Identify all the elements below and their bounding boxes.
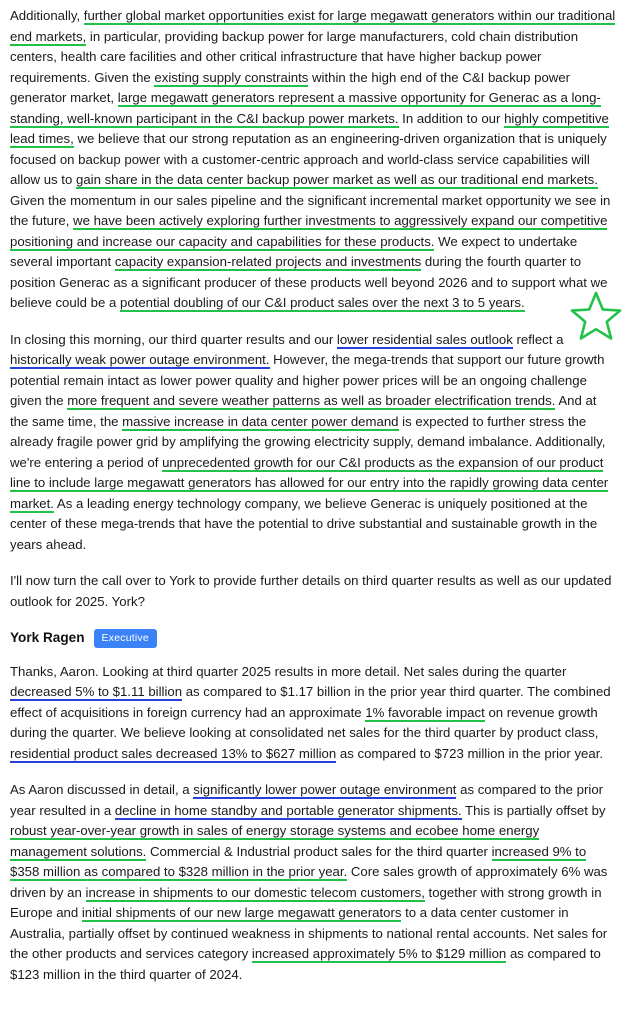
text-run: I'll now turn the call over to York to provide further details on third quarter results as well as our updated outlook for 2025. York? xyxy=(10,573,612,609)
text-run: is expected to further stress the already fragile power grid by amplifying the growing electricity supply, demand imbalance. Additionally, we're entering a period of xyxy=(10,413,606,470)
highlight-green[interactable]: highly competitive lead times, xyxy=(10,110,609,146)
highlight-green[interactable]: more frequent and severe weather patterns as well as broader electrification trends. xyxy=(67,393,556,408)
highlight-green[interactable]: large megawatt generators represent a massive opportunity for Generac as a long-standing, well-known participant in the C&I backup power markets. xyxy=(10,90,601,126)
highlight-blue[interactable]: decline in home standby and portable generator shipments. xyxy=(114,802,462,818)
text-run: Thanks, Aaron. Looking at third quarter 2025 results in more detail. Net sales during the quarter xyxy=(10,663,567,679)
highlight-green[interactable]: unprecedented growth for our C&I products as the expansion of our product line to include large megawatt generators has allowed for our entry into the rapidly growing data center market. xyxy=(10,454,609,511)
highlight-green[interactable]: increased 9% to $358 million as compared to $328 million in the prior year. xyxy=(10,843,587,879)
highlight-green[interactable]: potential doubling of our C&I product sales over the next 3 to 5 years. xyxy=(119,295,525,310)
text-run: Commercial & Industrial product sales for the third quarter xyxy=(146,843,492,859)
highlight-green[interactable]: 1% favorable impact xyxy=(365,704,485,720)
text-run: on revenue growth during the quarter. We believe looking at consolidated net sales for the third quarter by product class, xyxy=(10,704,599,740)
speaker-name: York Ragen xyxy=(10,630,85,645)
text-run: together with strong growth in Europe and xyxy=(10,884,602,920)
text-run: Additionally, xyxy=(10,8,84,23)
highlight-green[interactable]: increased approximately 5% to $129 million xyxy=(251,946,507,961)
highlight-blue[interactable]: residential product sales decreased 13% to $627 million xyxy=(10,745,337,761)
text-run: And at the same time, the xyxy=(10,393,597,429)
text-run: Given the momentum in our sales pipeline and the significant incremental market opportunity we see in the future, xyxy=(10,192,611,228)
highlight-blue[interactable]: decreased 5% to $1.11 billion xyxy=(10,684,183,699)
highlight-green[interactable]: we have been actively exploring further investments to aggressively expand our competitive positioning and increase our capacity and capabilities for these products. xyxy=(10,213,608,249)
paragraph-5 xyxy=(10,780,618,985)
highlight-blue[interactable]: lower residential sales outlook xyxy=(336,331,513,347)
status-badge: Executive xyxy=(94,629,157,649)
speaker-header xyxy=(10,628,618,649)
text-run: In closing this morning, our third quarter results and our xyxy=(10,331,337,347)
text-run: in particular, providing backup power for large manufacturers, cold chain distribution centers, health care facilities and other critical infrastructure that have higher backup power requirements. Given the xyxy=(10,28,579,85)
text-run: to a data center customer in Australia, partially offset by continued weakness in shipments to national rental accounts. Net sales for the other products and services category xyxy=(10,905,608,961)
highlight-blue[interactable]: historically weak power outage environment. xyxy=(10,352,270,367)
highlight-blue[interactable]: significantly lower power outage environment xyxy=(193,782,457,797)
text-run: As Aaron discussed in detail, a xyxy=(10,782,194,797)
text-run: reflect a xyxy=(512,331,564,347)
highlight-green[interactable]: further global market opportunities exist for large megawatt generators within our traditional end markets, xyxy=(10,8,616,44)
paragraph-3 xyxy=(10,571,618,612)
paragraph-4 xyxy=(10,662,618,765)
text-run: This is partially offset by xyxy=(461,802,606,818)
text-run: within the high end of the C&I backup power generator market, xyxy=(10,69,571,105)
text-run: However, the mega-trends that support our future growth potential remain intact as lower power quality and higher power prices will be an ongoing challenge given the xyxy=(10,352,605,408)
highlight-green[interactable]: initial shipments of our new large megawatt generators xyxy=(81,905,402,920)
text-run: during the fourth quarter to position Generac as a significant producer of these products well beyond 2026 and to support what we believe could be a xyxy=(10,254,608,310)
text-run: we believe that our strong reputation as an engineering-driven organization that is uniquely focused on backup power with a customer-centric approach and world-class service capabilities will allow us to xyxy=(10,131,607,187)
text-run: as compared to $123 million in the third quarter of 2024. xyxy=(10,946,601,982)
text-run: As a leading energy technology company, we believe Generac is uniquely positioned at the center of these mega-trends that have the potential to drive substantial and sustainable growth in the years ahead. xyxy=(10,495,598,552)
text-run: as compared to $1.17 billion in the prior year third quarter. The combined effect of acquisitions in foreign currency had an approximate xyxy=(10,684,611,720)
highlight-green[interactable]: gain share in the data center backup power market as well as our traditional end markets. xyxy=(75,172,598,187)
highlight-green[interactable]: increase in shipments to our domestic telecom customers, xyxy=(85,884,425,900)
paragraph-1 xyxy=(10,6,618,314)
highlight-green[interactable]: capacity expansion-related projects and investments xyxy=(114,254,422,269)
text-run: as compared to $723 million in the prior year. xyxy=(336,745,604,761)
text-run: Core sales growth of approximately 6% was driven by an xyxy=(10,864,608,900)
text-run: In addition to our xyxy=(398,110,505,126)
highlight-green[interactable]: existing supply constraints xyxy=(154,69,309,85)
text-run: We expect to undertake several important xyxy=(10,233,578,269)
paragraph-2 xyxy=(10,330,618,556)
highlight-green[interactable]: massive increase in data center power demand xyxy=(122,413,399,429)
text-run: as compared to the prior year resulted in a xyxy=(10,782,604,818)
highlight-green[interactable]: robust year-over-year growth in sales of energy storage systems and ecobee home energy management solutions. xyxy=(10,823,540,859)
